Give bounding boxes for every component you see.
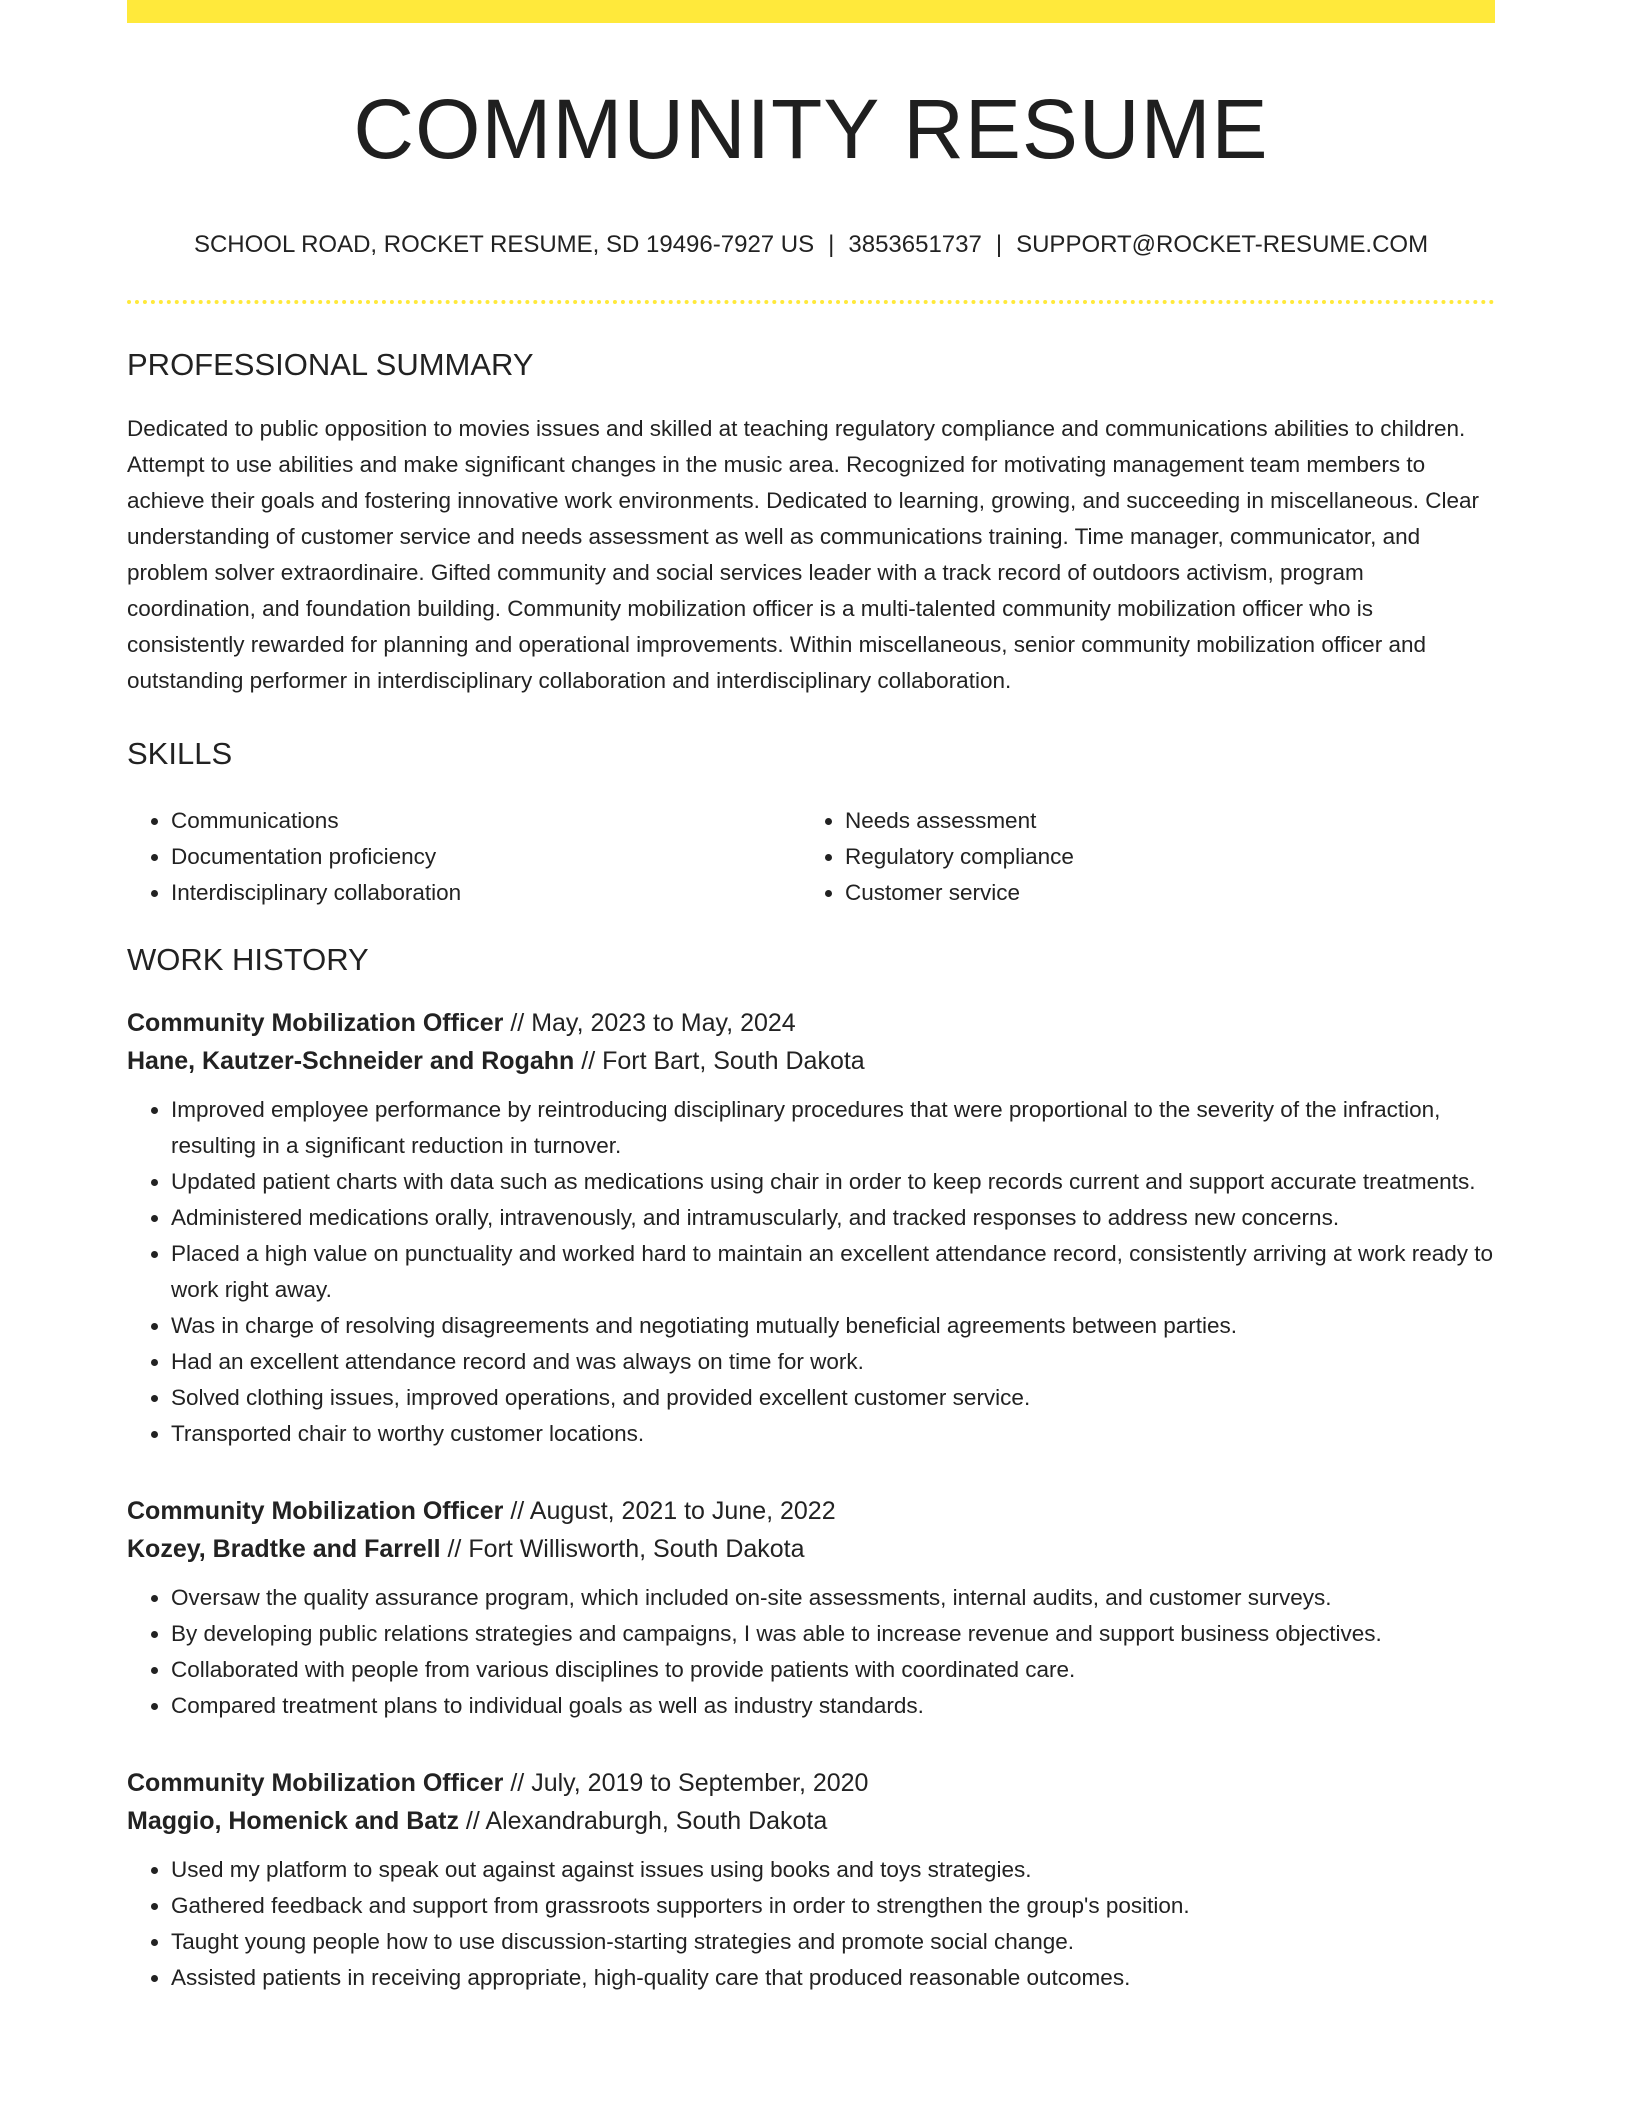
job-bullet: • Transported chair to worthy customer locations.: [171, 1416, 1495, 1452]
contact-address: SCHOOL ROAD, ROCKET RESUME, SD 19496-7927 US: [193, 231, 815, 259]
job-location: // Fort Willisworth, South Dakota: [440, 1534, 805, 1563]
top-accent-bar: [127, 0, 1495, 23]
job-role: Community Mobilization Officer: [127, 1768, 504, 1797]
job-bullet: • Collaborated with people from various disciplines to provide patients with coordinated care.: [171, 1652, 1495, 1688]
job-entry: [127, 1004, 1495, 1452]
summary-text: Dedicated to public opposition to movies issues and skilled at teaching regulatory compliance and communications abilities to children. Attempt to use abilities and make significant changes in the music area. Recognized for motivating management team members to achieve their goals and fostering innovative work environments. Dedicated to learning, growing, and succeeding in miscellaneous. Clear understanding of customer service and needs assessment as well as communications training. Time manager, communicator, and problem solver extraordinaire. Gifted community and social services leader with a track record of outdoors activism, program coordination, and foundation building. Community mobilization officer is a multi-talented community mobilization officer who is consistently rewarded for planning and operational improvements. Within miscellaneous, senior community mobilization officer and outstanding performer in interdisciplinary collaboration and interdisciplinary collaboration.: [127, 416, 1480, 694]
job-title-line: [127, 1492, 1495, 1530]
skill-item: • Customer service: [845, 875, 1475, 911]
skills-list: [127, 803, 1495, 911]
dotted-divider: [127, 300, 1495, 304]
skill-item: • Needs assessment: [845, 803, 1475, 839]
job-dates: // May, 2023 to May, 2024: [503, 1008, 796, 1037]
job-entry: [127, 1764, 1495, 1996]
contact-phone: 3853651737: [848, 231, 982, 259]
job-role: Community Mobilization Officer: [127, 1008, 504, 1037]
job-bullets: [127, 1092, 1495, 1452]
job-bullet: • Used my platform to speak out against against issues using books and toys strategies.: [171, 1852, 1495, 1888]
job-company-line: [127, 1802, 1495, 1840]
job-bullet: • Administered medications orally, intravenously, and intramuscularly, and tracked responses to address new concerns.: [171, 1200, 1495, 1236]
job-bullet: • Assisted patients in receiving appropriate, high-quality care that produced reasonable outcomes.: [171, 1960, 1495, 1996]
job-dates: // August, 2021 to June, 2022: [503, 1496, 836, 1525]
job-bullet: • Compared treatment plans to individual goals as well as industry standards.: [171, 1688, 1495, 1724]
job-location: // Fort Bart, South Dakota: [574, 1046, 865, 1075]
job-bullet: • Improved employee performance by reintroducing disciplinary procedures that were proportional to the severity of the infraction, resulting in a significant reduction in turnover.: [171, 1092, 1495, 1164]
job-company: Kozey, Bradtke and Farrell: [127, 1534, 441, 1563]
skill-item: • Regulatory compliance: [845, 839, 1475, 875]
job-location: // Alexandraburgh, South Dakota: [458, 1806, 828, 1835]
job-bullet: • Oversaw the quality assurance program, which included on-site assessments, internal audits, and customer surveys.: [171, 1580, 1495, 1616]
work-history-heading: WORK HISTORY: [127, 941, 369, 977]
job-title-line: [127, 1764, 1495, 1802]
job-bullets: [127, 1580, 1495, 1724]
job-bullet: • Placed a high value on punctuality and worked hard to maintain an excellent attendance record, consistently arriving at work ready to work right away.: [171, 1236, 1495, 1308]
job-bullets: [127, 1852, 1495, 1996]
job-company-line: [127, 1530, 1495, 1568]
resume-page: [127, 0, 1495, 1996]
contact-line: [127, 231, 1495, 260]
job-entry: [127, 1492, 1495, 1724]
job-company-line: [127, 1042, 1495, 1080]
skills-heading: SKILLS: [127, 736, 233, 772]
job-bullet: • Taught young people how to use discussion-starting strategies and promote social change.: [171, 1924, 1495, 1960]
resume-name: COMMUNITY RESUME: [353, 82, 1269, 176]
job-bullet: • Had an excellent attendance record and was always on time for work.: [171, 1344, 1495, 1380]
skill-item: • Interdisciplinary collaboration: [171, 875, 801, 911]
job-dates: // July, 2019 to September, 2020: [503, 1768, 869, 1797]
job-title-line: [127, 1004, 1495, 1042]
contact-separator: |: [828, 231, 835, 259]
job-bullet: • Updated patient charts with data such as medications using chair in order to keep records current and support accurate treatments.: [171, 1164, 1495, 1200]
job-bullet: • Gathered feedback and support from grassroots supporters in order to strengthen the group's position.: [171, 1888, 1495, 1924]
job-role: Community Mobilization Officer: [127, 1496, 504, 1525]
job-company: Hane, Kautzer-Schneider and Rogahn: [127, 1046, 575, 1075]
job-bullet: • By developing public relations strategies and campaigns, I was able to increase revenue and support business objectives.: [171, 1616, 1495, 1652]
summary-heading: PROFESSIONAL SUMMARY: [127, 347, 534, 383]
contact-separator: |: [995, 231, 1003, 259]
skill-item: • Documentation proficiency: [171, 839, 801, 875]
skill-item: • Communications: [171, 803, 801, 839]
job-bullet: • Was in charge of resolving disagreements and negotiating mutually beneficial agreements between parties.: [171, 1308, 1495, 1344]
skills-column-left: [127, 803, 801, 911]
job-bullet: • Solved clothing issues, improved operations, and provided excellent customer service.: [171, 1380, 1495, 1416]
skills-column-right: [801, 803, 1475, 911]
job-company: Maggio, Homenick and Batz: [127, 1806, 459, 1835]
contact-email: SUPPORT@ROCKET-RESUME.COM: [1016, 231, 1429, 259]
